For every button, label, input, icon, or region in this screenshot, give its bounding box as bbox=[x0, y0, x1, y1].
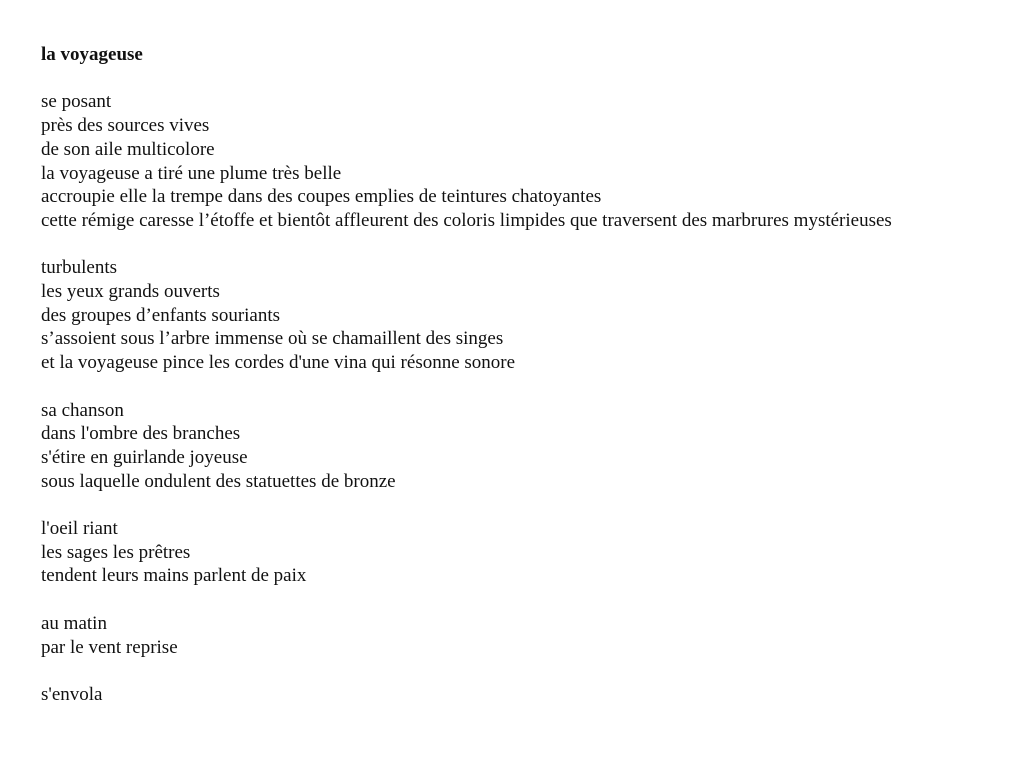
poem-line: se posant bbox=[41, 91, 112, 113]
poem-line: sous laquelle ondulent des statuettes de bronze bbox=[41, 470, 396, 492]
poem-line: l'oeil riant bbox=[41, 518, 118, 539]
poem-line: par le vent reprise bbox=[41, 636, 178, 658]
poem-line: s’assoient sous l’arbre immense où se chamaillent des singes bbox=[41, 328, 504, 350]
poem-line: cette rémige caresse l’étoffe et bientôt affleurent des coloris limpides que traversent des marbrures mystérieuses bbox=[41, 209, 892, 231]
poem-line: les sages les prêtres bbox=[41, 541, 191, 563]
poem-line: des groupes d’enfants souriants bbox=[41, 304, 281, 326]
poem-line: près des sources vives bbox=[41, 115, 210, 137]
stanza-2 bbox=[41, 256, 1001, 375]
poem-document bbox=[41, 43, 1001, 730]
poem-line: s'étire en guirlande joyeuse bbox=[41, 446, 248, 468]
stanza-1 bbox=[41, 90, 1001, 232]
poem-line: de son aile multicolore bbox=[41, 138, 215, 160]
poem-line: la voyageuse a tiré une plume très belle bbox=[41, 162, 342, 184]
poem-line: au matin bbox=[41, 612, 107, 634]
poem-line: et la voyageuse pince les cordes d'une vina qui résonne sonore bbox=[41, 352, 516, 374]
poem-line: sa chanson bbox=[41, 399, 124, 421]
poem-title: la voyageuse bbox=[41, 44, 143, 65]
poem-line: turbulents bbox=[41, 257, 117, 279]
stanza-6 bbox=[41, 683, 1001, 707]
stanza-5 bbox=[41, 612, 1001, 659]
poem-line: dans l'ombre des branches bbox=[41, 423, 241, 445]
poem-line: s'envola bbox=[41, 683, 103, 705]
stanza-3 bbox=[41, 399, 1001, 494]
poem-line: accroupie elle la trempe dans des coupes emplies de teintures chatoyantes bbox=[41, 186, 602, 208]
stanza-4 bbox=[41, 517, 1001, 588]
poem-line: les yeux grands ouverts bbox=[41, 281, 220, 302]
poem-line: tendent leurs mains parlent de paix bbox=[41, 565, 307, 587]
